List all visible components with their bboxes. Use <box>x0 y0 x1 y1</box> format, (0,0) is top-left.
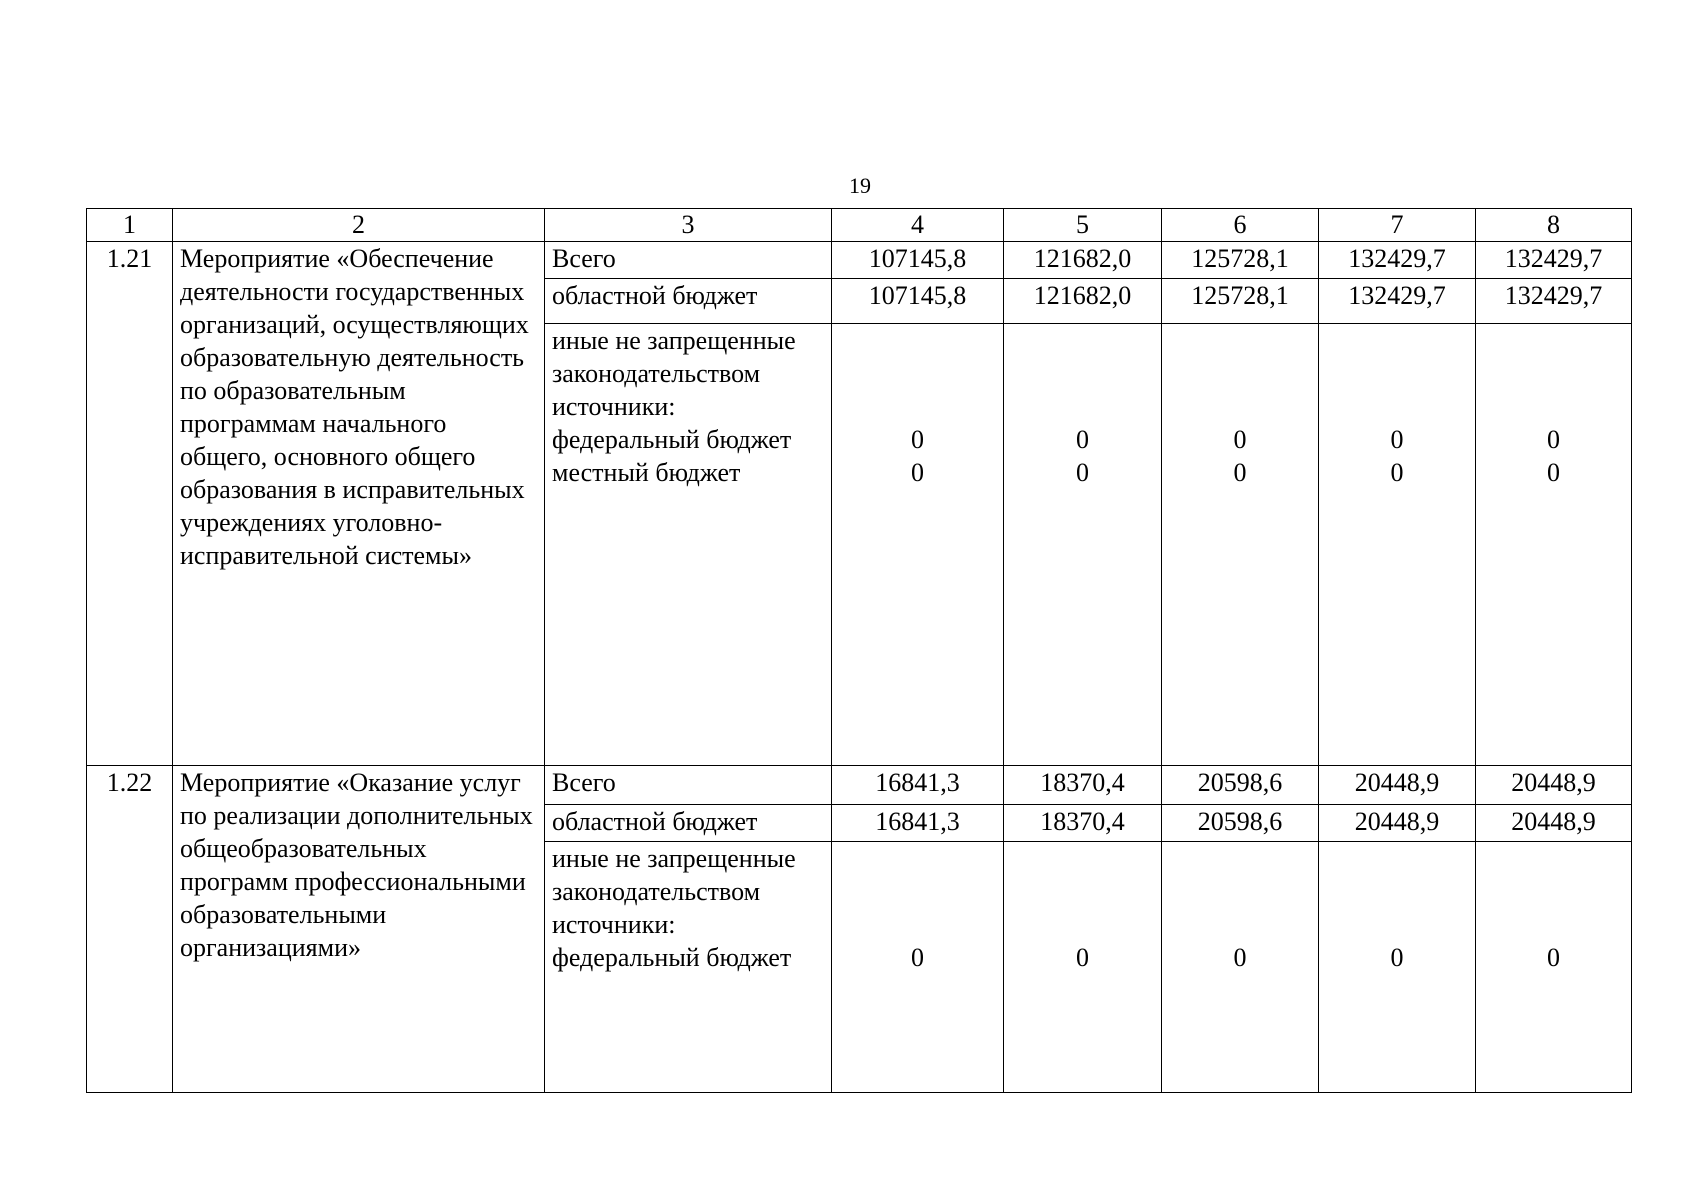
table-row <box>87 242 1632 279</box>
source-label-other <box>545 842 832 1093</box>
source-label-total: Всего <box>545 242 832 279</box>
value-cell: 125728,1 <box>1162 279 1319 324</box>
value-cell: 121682,0 <box>1004 242 1162 279</box>
other-sources-label: иные не запрещенные законодательством источники: <box>552 326 796 421</box>
local-value: 0 <box>1390 458 1404 487</box>
value-cell: 16841,3 <box>832 766 1004 805</box>
value-cell <box>832 842 1004 1093</box>
federal-value: 0 <box>1233 425 1247 454</box>
value-cell: 107145,8 <box>832 279 1004 324</box>
row-number: 1.22 <box>87 766 173 1093</box>
table-row <box>87 766 1632 805</box>
local-label: местный бюджет <box>552 458 741 487</box>
federal-value: 0 <box>1547 425 1560 454</box>
federal-value: 0 <box>1076 943 1089 972</box>
federal-value: 0 <box>1390 425 1404 454</box>
row-number: 1.21 <box>87 242 173 766</box>
value-cell: 132429,7 <box>1319 242 1476 279</box>
table-header-row <box>87 209 1632 242</box>
header-cell: 5 <box>1004 209 1162 242</box>
value-cell: 18370,4 <box>1004 766 1162 805</box>
federal-value: 0 <box>911 943 924 972</box>
value-cell: 132429,7 <box>1476 279 1632 324</box>
value-cell <box>832 324 1004 766</box>
local-value: 0 <box>911 458 924 487</box>
value-cell: 20448,9 <box>1319 805 1476 842</box>
value-cell: 125728,1 <box>1162 242 1319 279</box>
header-cell: 2 <box>173 209 545 242</box>
local-value: 0 <box>1547 458 1560 487</box>
value-cell: 16841,3 <box>832 805 1004 842</box>
value-cell <box>1319 324 1476 766</box>
source-label-regional: областной бюджет <box>545 805 832 842</box>
federal-label: федеральный бюджет <box>552 943 792 972</box>
page-number: 19 <box>849 173 871 198</box>
header-cell: 7 <box>1319 209 1476 242</box>
value-cell: 20448,9 <box>1476 766 1632 805</box>
measure-name: Мероприятие «Обеспечение деятельности государственных организаций, осуществляющих образовательную деятельность по образовательным программам начального общего, основного общего образования в исправительных учреждениях уголовно-исправительной системы» <box>173 242 545 766</box>
source-label-regional: областной бюджет <box>545 279 832 324</box>
measure-name: Мероприятие «Оказание услуг по реализации дополнительных общеобразовательных программ профессиональными образовательными организациями» <box>173 766 545 1093</box>
federal-value: 0 <box>1547 943 1560 972</box>
value-cell: 20598,6 <box>1162 766 1319 805</box>
header-cell: 4 <box>832 209 1004 242</box>
value-cell: 107145,8 <box>832 242 1004 279</box>
other-sources-label: иные не запрещенные законодательством источники: <box>552 844 796 939</box>
federal-value: 0 <box>911 425 924 454</box>
federal-value: 0 <box>1233 943 1247 972</box>
value-cell: 20448,9 <box>1319 766 1476 805</box>
federal-value: 0 <box>1076 425 1089 454</box>
federal-value: 0 <box>1390 943 1404 972</box>
header-cell: 1 <box>87 209 173 242</box>
value-cell: 121682,0 <box>1004 279 1162 324</box>
value-cell: 20598,6 <box>1162 805 1319 842</box>
source-label-other <box>545 324 832 766</box>
value-cell <box>1476 324 1632 766</box>
value-cell: 18370,4 <box>1004 805 1162 842</box>
budget-table <box>86 208 1632 1093</box>
local-value: 0 <box>1076 458 1089 487</box>
value-cell <box>1319 842 1476 1093</box>
value-cell <box>1476 842 1632 1093</box>
source-label-total: Всего <box>545 766 832 805</box>
header-cell: 3 <box>545 209 832 242</box>
value-cell: 20448,9 <box>1476 805 1632 842</box>
value-cell <box>1004 324 1162 766</box>
federal-label: федеральный бюджет <box>552 425 792 454</box>
local-value: 0 <box>1233 458 1247 487</box>
value-cell: 132429,7 <box>1319 279 1476 324</box>
value-cell <box>1162 842 1319 1093</box>
value-cell <box>1162 324 1319 766</box>
value-cell <box>1004 842 1162 1093</box>
value-cell: 132429,7 <box>1476 242 1632 279</box>
header-cell: 8 <box>1476 209 1632 242</box>
header-cell: 6 <box>1162 209 1319 242</box>
